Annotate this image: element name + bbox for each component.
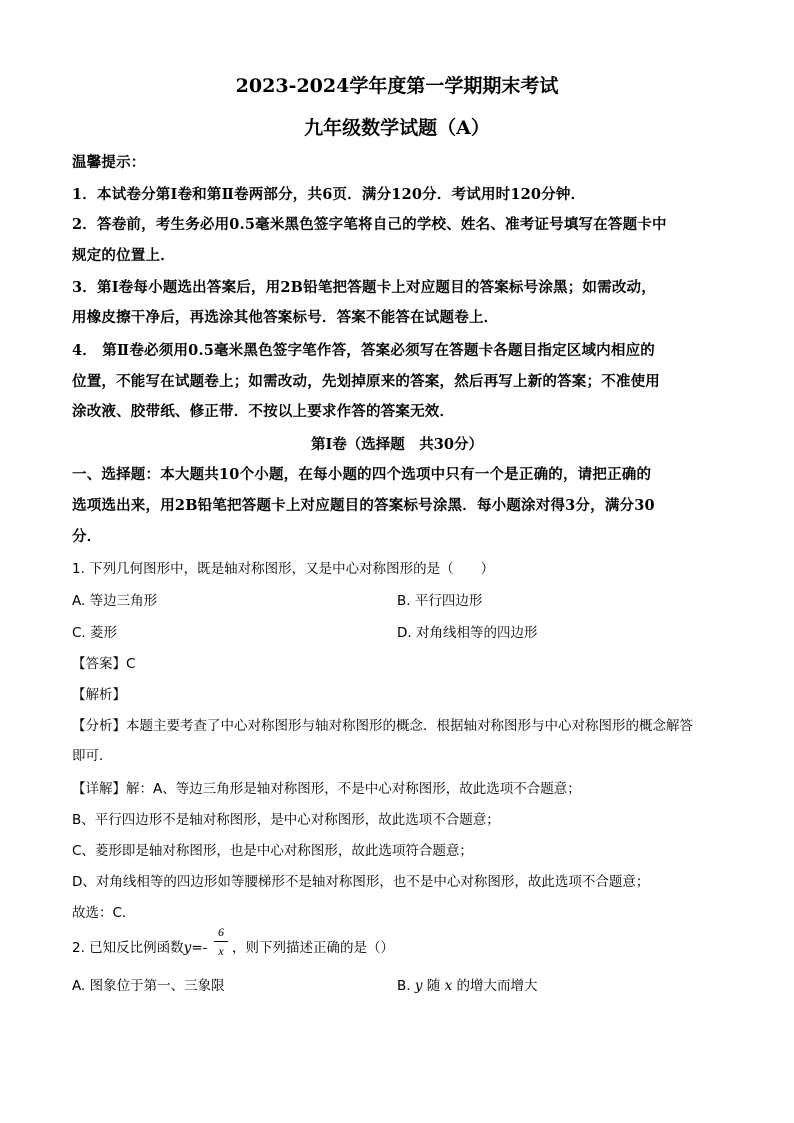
fenxi-text: 本题主要考查了中心对称图形与轴对称图形的概念．根据轴对称图形与中心对称图形的概念解答 (126, 718, 693, 734)
tip-line: 涂改液、胶带纸、修正带．不按以上要求作答的答案无效． (72, 403, 455, 420)
answer-tag: 【答案】 (72, 656, 126, 672)
question-1-stem: 1. 下列几何图形中，既是轴对称图形，又是中心对称图形的是（ ） (72, 561, 495, 577)
detail-text: B、平行四边形不是轴对称图形，是中心对称图形，故此选项不合题意； (72, 812, 500, 828)
tip-line: 规定的位置上． (72, 247, 175, 264)
q2-option-a: A. 图象位于第一、三象限 (72, 978, 225, 994)
tips-heading: 温馨提示： (72, 154, 146, 171)
q2-eq: =- (191, 940, 208, 956)
tip-line: 2．答卷前，考生务必用0.5毫米黑色签字笔将自己的学校、姓名、准考证号填写在答题卡中 (72, 216, 667, 233)
q2-option-b-suffix: 的增大而增大 (452, 978, 538, 994)
section-instructions: 分． (72, 528, 102, 545)
fraction-bar (214, 941, 228, 942)
q2-option-b (397, 974, 538, 994)
option-c: C. 菱形 (72, 625, 118, 641)
section-instructions: 选项选出来，用2B铅笔把答题卡上对应题目的答案标号涂黑．每小题涂对得3分，满分30 (72, 497, 655, 514)
exam-title: 2023-2024学年度第一学期期末考试 (235, 75, 559, 97)
section-title: 第Ⅰ卷（选择题 共30分） (311, 436, 483, 453)
var-y: y (414, 978, 423, 994)
tip-line: 3．第Ⅰ卷每小题选出答案后，用2B铅笔把答题卡上对应题目的答案标号涂黑；如需改动， (72, 279, 656, 296)
option-d: D. 对角线相等的四边形 (397, 625, 538, 641)
conclusion: 故选：C． (72, 905, 136, 921)
fenxi-line (72, 714, 693, 734)
tip-line: 位置，不能写在试题卷上；如需改动，先划掉原来的答案，然后再写上新的答案；不准使用 (72, 373, 660, 390)
tip-line: 4． 第Ⅱ卷必须用0.5毫米黑色签字笔作答，答案必须写在答题卡各题目指定区域内相应的 (72, 342, 655, 359)
exam-subtitle: 九年级数学试题（A） (304, 117, 490, 139)
q2-prefix: 2. 已知反比例函数 (72, 940, 184, 956)
answer-value: C (126, 656, 136, 672)
q2-suffix: ，则下列描述正确的是（） (232, 940, 394, 956)
tip-line: 用橡皮擦干净后，再选涂其他答案标号．答案不能答在试题卷上． (72, 309, 499, 326)
fraction-numerator: 6 (218, 925, 224, 939)
question-2-stem-start (72, 936, 208, 956)
answer-line (72, 652, 135, 672)
q2-option-b-mid: 随 (422, 978, 445, 994)
fenxi-tag: 【分析】 (72, 718, 126, 734)
section-instructions: 一、选择题：本大题共10个小题，在每小题的四个选项中只有一个是正确的，请把正确的 (72, 466, 652, 483)
detail-text: C、菱形即是轴对称图形，也是中心对称图形，故此选项符合题意； (72, 843, 473, 859)
var-y: y (183, 940, 192, 956)
fraction-6-over-x (212, 924, 230, 959)
analysis-tag: 【解析】 (72, 687, 126, 703)
tip-line: 1．本试卷分第Ⅰ卷和第Ⅱ卷两部分，共6页．满分120分．考试用时120分钟． (72, 186, 586, 203)
fraction-denominator: x (218, 944, 224, 958)
detail-tag: 【详解】 (72, 781, 126, 797)
option-a: A. 等边三角形 (72, 593, 158, 609)
q2-option-b-prefix: B. (397, 978, 415, 994)
detail-text: D、对角线相等的四边形如等腰梯形不是轴对称图形，也不是中心对称图形，故此选项不合题意； (72, 874, 650, 890)
var-x: x (444, 978, 453, 994)
option-b: B. 平行四边形 (397, 593, 483, 609)
detail-text: 解：A、等边三角形是轴对称图形，不是中心对称图形，故此选项不合题意； (126, 781, 581, 797)
detail-line (72, 777, 581, 797)
fenxi-text: 即可． (72, 748, 113, 764)
